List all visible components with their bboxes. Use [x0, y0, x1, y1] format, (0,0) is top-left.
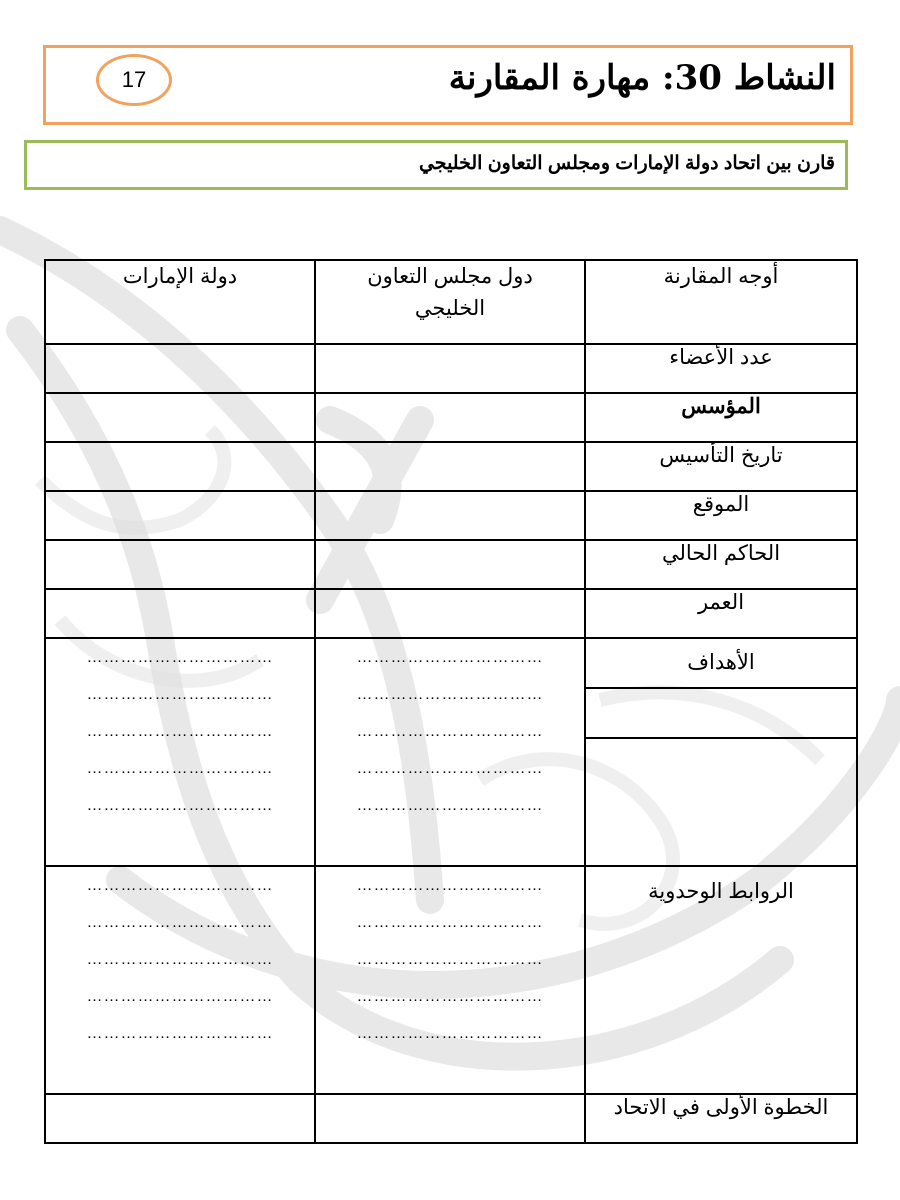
table-row [45, 1094, 857, 1143]
header-aspects: أوجه المقارنة [585, 260, 857, 344]
uae-bonds-cell[interactable] [45, 866, 315, 1094]
table-row [45, 344, 857, 393]
goals-subcell [586, 689, 856, 739]
page-number: 17 [121, 67, 147, 92]
dotted-line: …………………………… [356, 760, 544, 777]
aspect-current-ruler: الحاكم الحالي [585, 540, 857, 589]
dotted-line: …………………………… [86, 951, 274, 968]
aspect-age: العمر [585, 589, 857, 638]
dotted-line: …………………………… [356, 914, 544, 931]
dotted-line: …………………………… [86, 686, 274, 703]
dotted-line: …………………………… [356, 1025, 544, 1042]
uae-location-cell[interactable] [45, 491, 315, 540]
instruction-box [24, 140, 848, 190]
header-gcc: دول مجلس التعاون الخليجي [315, 260, 585, 344]
aspect-goals-cell [585, 638, 857, 866]
gcc-bonds-cell[interactable] [315, 866, 585, 1094]
dotted-line: …………………………… [86, 988, 274, 1005]
gcc-ruler-cell[interactable] [315, 540, 585, 589]
table-row [45, 589, 857, 638]
dotted-line: …………………………… [86, 760, 274, 777]
gcc-founding-date-cell[interactable] [315, 442, 585, 491]
dotted-line: …………………………… [356, 723, 544, 740]
dotted-line: …………………………… [356, 686, 544, 703]
gcc-members-cell[interactable] [315, 344, 585, 393]
table-row [45, 491, 857, 540]
dotted-line: …………………………… [356, 988, 544, 1005]
table-header-row [45, 260, 857, 344]
table-row [45, 540, 857, 589]
aspect-founder: المؤسس [585, 393, 857, 442]
page-title: النشاط 30: مهارة المقارنة [448, 58, 836, 98]
uae-founder-cell[interactable] [45, 393, 315, 442]
dotted-line: …………………………… [86, 877, 274, 894]
aspect-goals: الأهداف [586, 639, 856, 689]
dotted-line: …………………………… [86, 1025, 274, 1042]
aspect-unity-bonds: الروابط الوحدوية [585, 866, 857, 1094]
uae-founding-date-cell[interactable] [45, 442, 315, 491]
gcc-age-cell[interactable] [315, 589, 585, 638]
aspect-first-step: الخطوة الأولى في الاتحاد [585, 1094, 857, 1143]
gcc-goals-cell[interactable] [315, 638, 585, 866]
aspect-members: عدد الأعضاء [585, 344, 857, 393]
gcc-location-cell[interactable] [315, 491, 585, 540]
uae-age-cell[interactable] [45, 589, 315, 638]
gcc-first-step-cell[interactable] [315, 1094, 585, 1143]
uae-first-step-cell[interactable] [45, 1094, 315, 1143]
aspect-founding-date: تاريخ التأسيس [585, 442, 857, 491]
dotted-line: …………………………… [86, 797, 274, 814]
table-row [45, 866, 857, 1094]
comparison-table [44, 259, 858, 1144]
table-row [45, 393, 857, 442]
dotted-line: …………………………… [86, 649, 274, 666]
dotted-line: …………………………… [356, 951, 544, 968]
dotted-line: …………………………… [356, 797, 544, 814]
table-row [45, 638, 857, 866]
dotted-line: …………………………… [356, 877, 544, 894]
dotted-line: …………………………… [86, 914, 274, 931]
uae-members-cell[interactable] [45, 344, 315, 393]
header-uae: دولة الإمارات [45, 260, 315, 344]
table-row [45, 442, 857, 491]
title-box [43, 45, 853, 125]
aspect-location: الموقع [585, 491, 857, 540]
instruction-text: قارن بين اتحاد دولة الإمارات ومجلس التعاون الخليجي [418, 153, 835, 174]
page-number-badge [96, 54, 172, 106]
dotted-line: …………………………… [86, 723, 274, 740]
uae-ruler-cell[interactable] [45, 540, 315, 589]
dotted-line: …………………………… [356, 649, 544, 666]
uae-goals-cell[interactable] [45, 638, 315, 866]
gcc-founder-cell[interactable] [315, 393, 585, 442]
